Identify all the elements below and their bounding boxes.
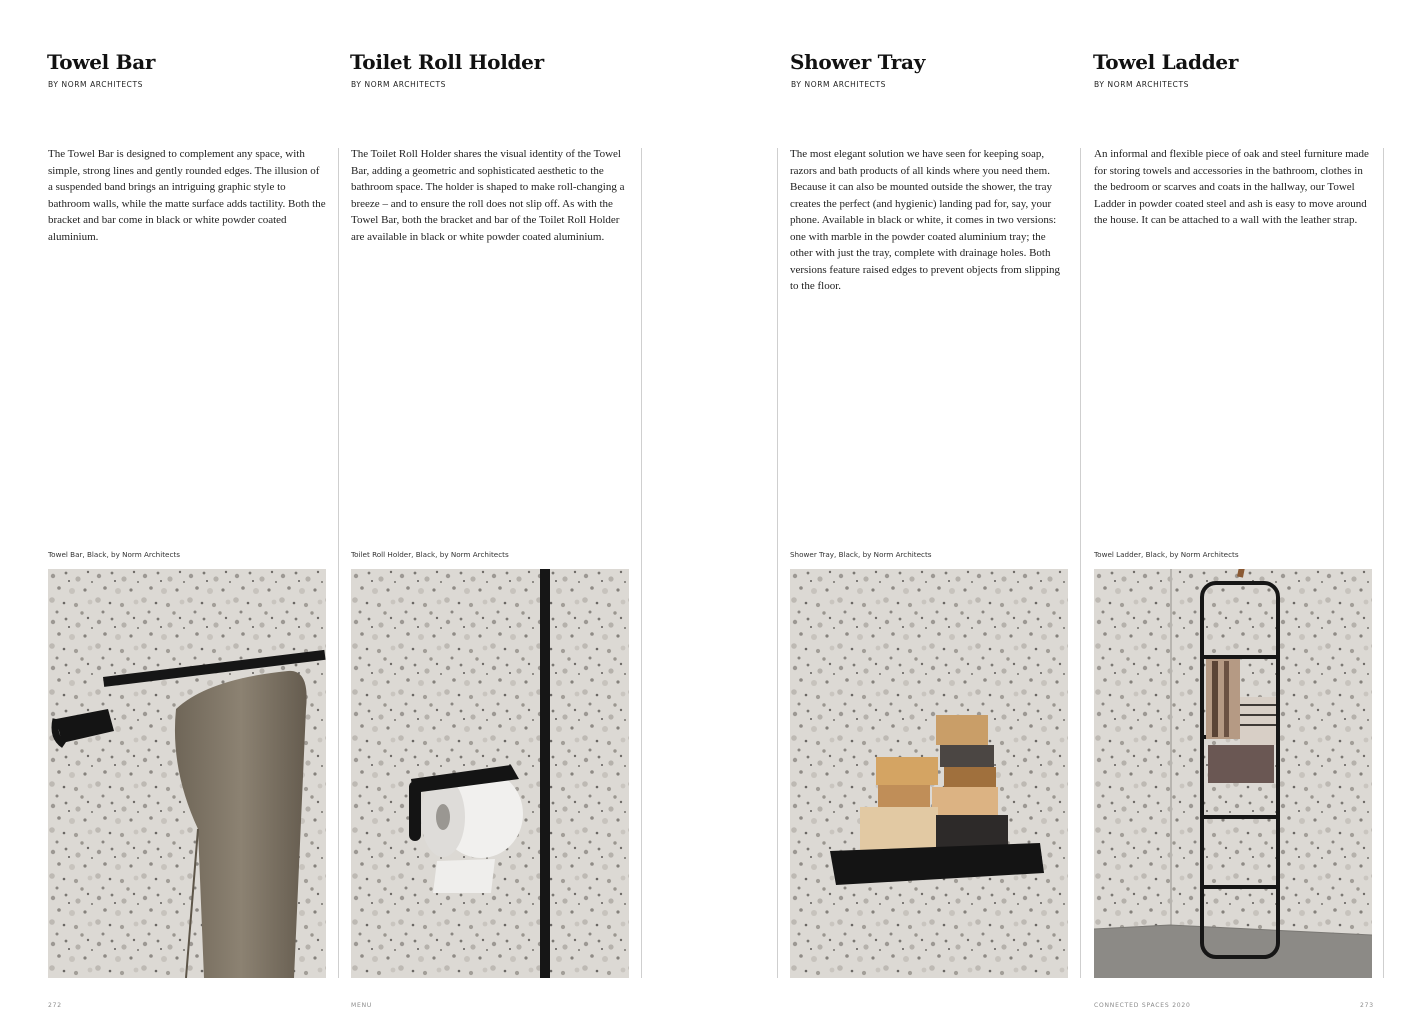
- product-description: An informal and flexible piece of oak and steel furniture made for storing towels and accessories in the bathroom, clothes in the bedroom or scarves and coats in the hallway, our Towel Ladder in powder coated steel and ash is easy to move around the house. It can be attached to a wall with the leather strap.: [1094, 148, 1369, 226]
- column-rule: [1383, 148, 1384, 978]
- product-description: The most elegant solution we have seen for keeping soap, razors and bath products of all kinds where you need them. Because it can also be mounted outside the shower, the tray creates the perfect (and hygienic) landing pad for, say, your phone. Available in black or white, it comes in two versions: one with marble in the powder coated aluminium tray; the other with just the tray, complete with drainage holes. Both versions feature raised edges to prevent objects from slipping to the floor.: [790, 148, 1061, 292]
- product-byline: BY NORM ARCHITECTS: [1094, 80, 1190, 89]
- photo-caption: Towel Bar, Black, by Norm Architects: [48, 550, 180, 559]
- section-label: MENU: [351, 1002, 373, 1009]
- product-title: Towel Bar: [47, 50, 156, 74]
- product-title: Shower Tray: [790, 50, 926, 74]
- toilet-roll-holder-photo: [351, 569, 629, 978]
- photo-caption: Towel Ladder, Black, by Norm Architects: [1094, 550, 1239, 559]
- product-title: Toilet Roll Holder: [350, 50, 544, 74]
- page-number-right: 273: [1360, 1002, 1374, 1009]
- publication-label: CONNECTED SPACES 2020: [1094, 1002, 1191, 1009]
- column-rule: [338, 148, 339, 978]
- product-byline: BY NORM ARCHITECTS: [791, 80, 887, 89]
- photo-caption: Shower Tray, Black, by Norm Architects: [790, 550, 932, 559]
- page-number-left: 272: [48, 1002, 62, 1009]
- photo-caption: Toilet Roll Holder, Black, by Norm Architects: [351, 550, 509, 559]
- towel-ladder-photo: [1094, 569, 1372, 978]
- product-title: Towel Ladder: [1093, 50, 1239, 74]
- column-rule: [641, 148, 642, 978]
- column-rule: [1080, 148, 1081, 978]
- towel-bar-photo: [48, 569, 326, 978]
- product-byline: BY NORM ARCHITECTS: [48, 80, 144, 89]
- shower-tray-photo: [790, 569, 1068, 978]
- product-description: The Toilet Roll Holder shares the visual identity of the Towel Bar, adding a geometric and sophisticated aesthetic to the bathroom space. The holder is shaped to make roll-changing a breeze – and to ensure the roll does not slip off. As with the Towel Bar, both the bracket and bar of the Toilet Roll Holder are available in black or white powder coated aluminium.: [351, 148, 625, 243]
- column-rule: [777, 148, 778, 978]
- product-description: The Towel Bar is designed to complement any space, with simple, strong lines and gently rounded edges. The illusion of a suspended band brings an intriguing graphic style to bathroom walls, while the matte surface adds tactility. Both the bracket and bar come in black or white powder coated aluminium.: [48, 148, 326, 243]
- product-byline: BY NORM ARCHITECTS: [351, 80, 447, 89]
